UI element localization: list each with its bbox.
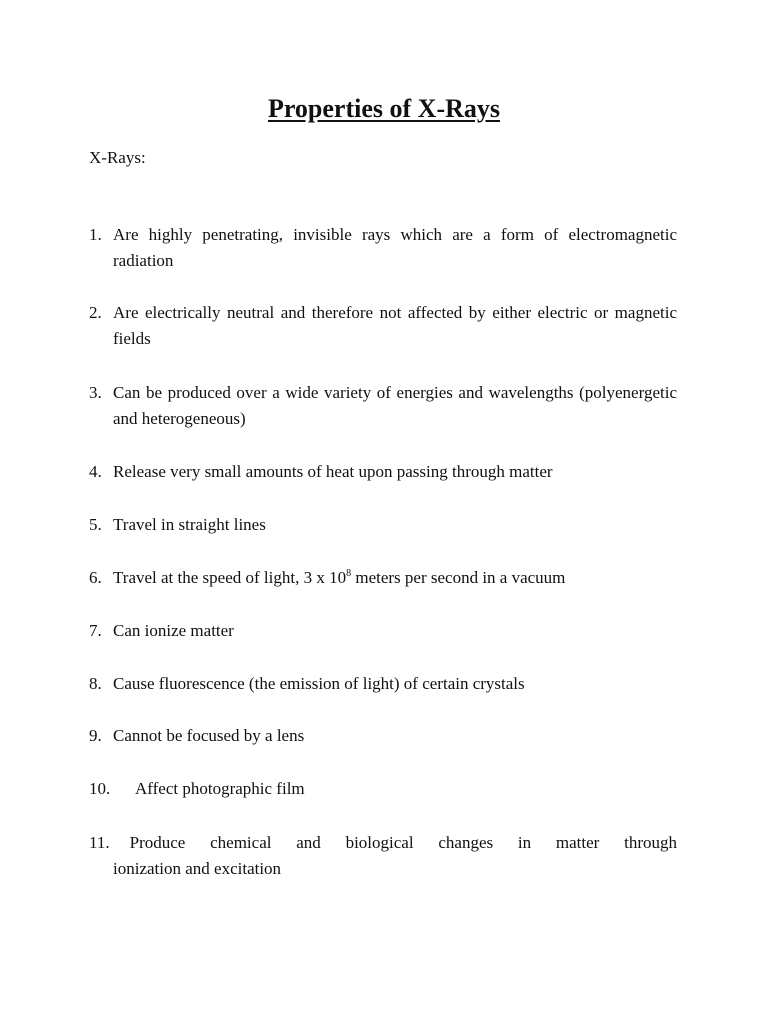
intro-label: X-Rays: [89, 148, 146, 167]
list-item-text: Release very small amounts of heat upon passing through matter [113, 462, 553, 481]
list-item-text: Can be produced over a wide variety of energies and wavelengths (polyenergetic and heterogeneous) [113, 383, 677, 428]
list-item-5 [89, 512, 677, 538]
list-item-number: 1. [89, 225, 102, 244]
speed-text-before: Travel at the speed of light, 3 x 10 [113, 568, 347, 587]
list-item-text-continued: ionization and excitation [113, 859, 282, 878]
list-item-text: Produce chemical and biological changes in matter through [129, 833, 677, 852]
list-item-1 [89, 222, 677, 274]
list-item-text [113, 565, 677, 591]
list-item-text: Cause fluorescence (the emission of light) of certain crystals [113, 674, 525, 693]
page-title: Properties of X-Rays [267, 94, 501, 123]
list-item-number: 9. [89, 726, 102, 745]
list-item-text: Are electrically neutral and therefore not affected by either electric or magnetic fields [113, 303, 677, 348]
list-item-number: 6. [89, 568, 102, 587]
list-item-number: 2. [89, 303, 102, 322]
list-item-number: 3. [89, 383, 102, 402]
list-item-text: Are highly penetrating, invisible rays which are a form of electromagnetic radiation [113, 225, 677, 270]
list-item-11 [89, 830, 677, 882]
list-item-number: 4. [89, 462, 102, 481]
list-item-number: 8. [89, 674, 102, 693]
list-item-8 [89, 671, 677, 697]
list-item-number: 10. [89, 779, 111, 798]
list-item-text: Can ionize matter [113, 621, 234, 640]
list-item-text: Affect photographic film [135, 779, 305, 798]
list-item-text: Cannot be focused by a lens [113, 726, 305, 745]
list-item-number: 11. [89, 833, 110, 852]
list-item-first-line [89, 830, 677, 856]
list-item-2 [89, 300, 677, 352]
list-item-6 [89, 565, 677, 591]
list-item-10 [89, 776, 677, 802]
list-item-3 [89, 380, 677, 432]
list-item-text: Travel in straight lines [113, 515, 266, 534]
list-item-9 [89, 723, 677, 749]
list-item-number: 7. [89, 621, 102, 640]
list-item-4 [89, 459, 677, 485]
list-item-7 [89, 618, 677, 644]
exponent: 8 [346, 568, 352, 579]
list-item-number: 5. [89, 515, 102, 534]
speed-text-after: meters per second in a vacuum [351, 568, 566, 587]
